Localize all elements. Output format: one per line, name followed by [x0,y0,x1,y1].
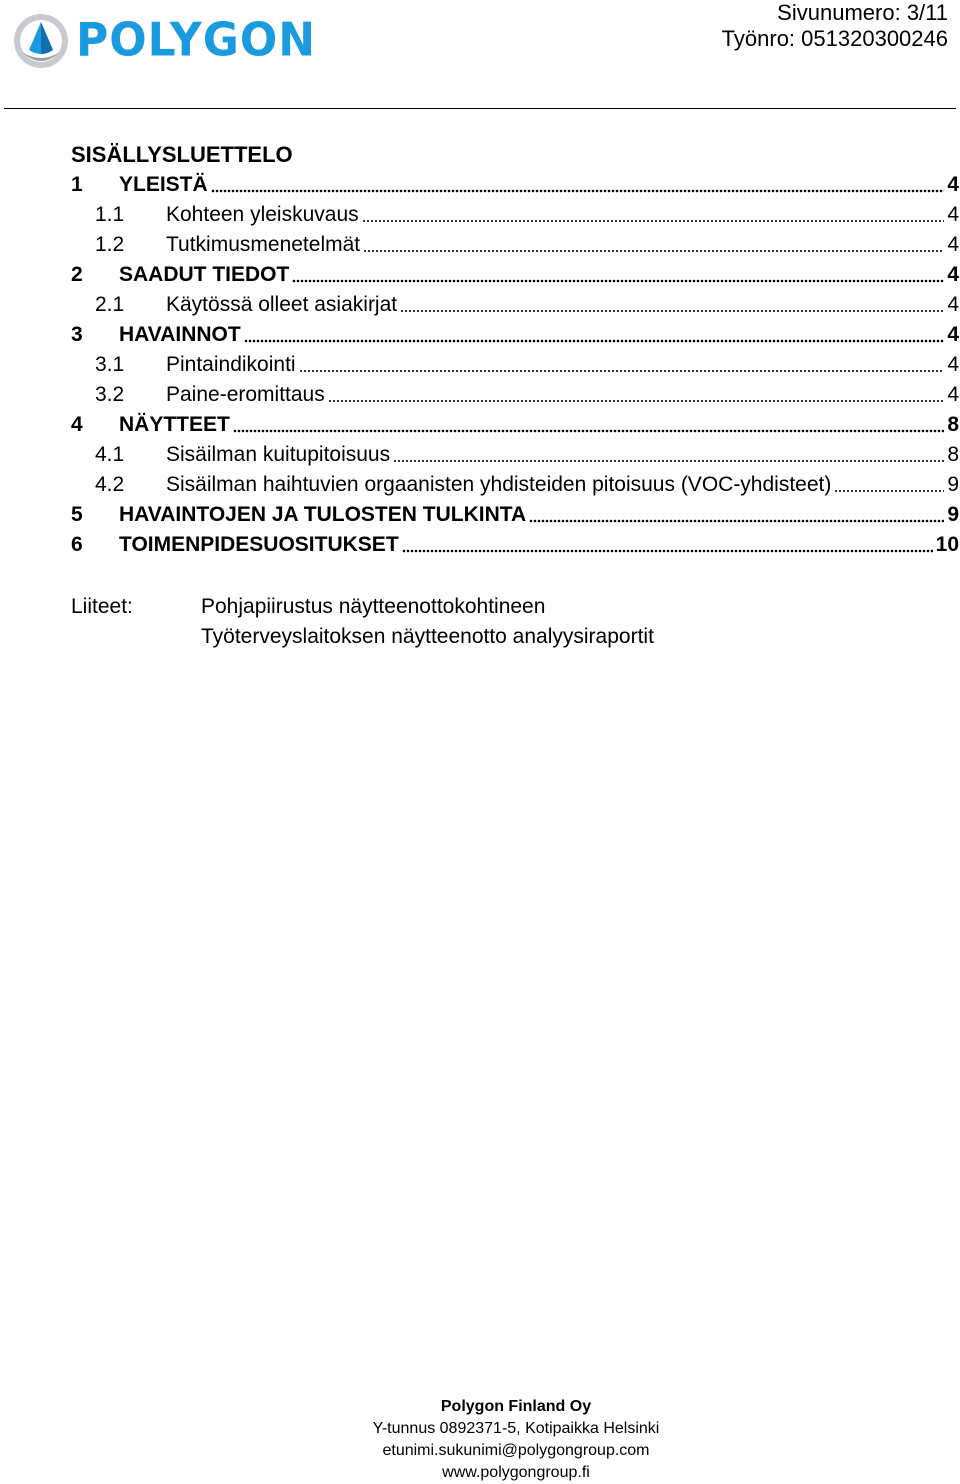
toc-entry-title: HAVAINNOT [119,323,241,346]
job-number-label: Työnro: [721,26,796,51]
table-of-contents [71,140,959,560]
toc-entry-page: 4 [947,293,959,316]
toc-entry-title: TOIMENPIDESUOSITUKSET [119,533,399,556]
toc-dot-leader [244,337,945,343]
toc-dot-leader [299,367,945,373]
polygon-emblem-icon [12,12,70,70]
toc-dot-leader [362,217,945,223]
toc-entry-title: YLEISTÄ [119,173,208,196]
toc-entry-number: 2 [71,263,83,286]
toc-entry-title: Pintaindikointi [166,353,296,376]
toc-entry[interactable] [71,350,959,380]
toc-entry-number: 6 [71,533,83,556]
footer-website: www.polygongroup.fi [442,1464,590,1481]
toc-entry-number: 1 [71,173,83,196]
toc-entry-title: HAVAINTOJEN JA TULOSTEN TULKINTA [119,503,527,526]
toc-entry-title: Sisäilman haihtuvien orgaanisten yhdisteiden pitoisuus (VOC-yhdisteet) [166,473,832,496]
toc-entry[interactable] [71,290,959,320]
toc-entry-page: 4 [947,353,959,376]
toc-entry-title: Käytössä olleet asiakirjat [166,293,398,316]
toc-entry-title: SAADUT TIEDOT [119,263,290,286]
page-meta [722,0,948,52]
toc-dot-leader [363,247,944,253]
toc-entry-page: 9 [947,473,959,496]
toc-entry-number: 3.1 [95,353,125,376]
toc-entry[interactable] [71,440,959,470]
toc-entry-number: 3.2 [95,383,125,406]
toc-entry-number: 5 [71,503,83,526]
toc-entry-number: 3 [71,323,83,346]
footer-business-id: Y-tunnus 0892371-5, Kotipaikka Helsinki [372,1420,660,1437]
toc-entry[interactable] [71,410,959,440]
toc-entry-number: 4.2 [95,473,125,496]
toc-dot-leader [834,487,944,493]
page-number-label: Sivunumero: [777,0,901,25]
footer-email: etunimi.sukunimi@polygongroup.com [382,1442,650,1459]
footer-company: Polygon Finland Oy [440,1398,592,1415]
toc-entry[interactable] [71,200,959,230]
toc-dot-leader [529,517,944,523]
toc-entry-number: 4.1 [95,443,125,466]
toc-entry-number: 4 [71,413,83,436]
toc-entry-page: 4 [947,383,959,406]
toc-dot-leader [292,277,944,283]
toc-entry-number: 1.2 [95,233,125,256]
toc-entry[interactable] [71,230,959,260]
toc-entry-page: 10 [935,533,959,556]
toc-entry-page: 4 [947,233,959,256]
toc-entry-number: 2.1 [95,293,125,316]
toc-title: SISÄLLYSLUETTELO [71,142,293,167]
job-number-value: 051320300246 [801,26,948,51]
attachments-label: Liiteet: [71,595,133,618]
toc-entry-title: Sisäilman kuitupitoisuus [166,443,391,466]
logo-wordmark: POLYGON [76,13,317,68]
toc-entry-title: Kohteen yleiskuvaus [166,203,359,226]
toc-entry[interactable] [71,530,959,560]
toc-entry-page: 8 [947,413,959,436]
toc-entry-page: 4 [947,323,959,346]
page-number-row [722,0,948,26]
toc-entry[interactable] [71,320,959,350]
header-divider [4,108,956,109]
polygon-logo [12,10,342,72]
toc-entry-page: 9 [947,503,959,526]
toc-entry[interactable] [71,380,959,410]
page-number-value: 3/11 [906,0,948,25]
page-header [0,0,960,112]
toc-entry[interactable] [71,500,959,530]
toc-entry[interactable] [71,260,959,290]
toc-dot-leader [400,307,944,313]
toc-dot-leader [233,427,944,433]
toc-entry-title: NÄYTTEET [119,413,230,436]
page-footer [0,1396,960,1484]
toc-entry-page: 8 [947,443,959,466]
toc-entry[interactable] [71,170,959,200]
toc-entry-page: 4 [947,173,959,196]
toc-entry[interactable] [71,470,959,500]
attachment-item: Työterveyslaitoksen näytteenotto analyysiraportit [201,625,654,648]
toc-dot-leader [328,397,945,403]
toc-entry-title: Paine-eromittaus [166,383,325,406]
toc-dot-leader [211,187,945,193]
toc-dot-leader [393,457,944,463]
job-number-row [722,26,948,52]
toc-entries [71,170,959,560]
toc-entry-page: 4 [947,263,959,286]
toc-entry-page: 4 [947,203,959,226]
toc-entry-title: Tutkimusmenetelmät [166,233,361,256]
attachments-list [201,592,654,652]
toc-entry-number: 1.1 [95,203,125,226]
toc-dot-leader [402,547,933,553]
attachment-item: Pohjapiirustus näytteenottokohtineen [201,595,546,618]
